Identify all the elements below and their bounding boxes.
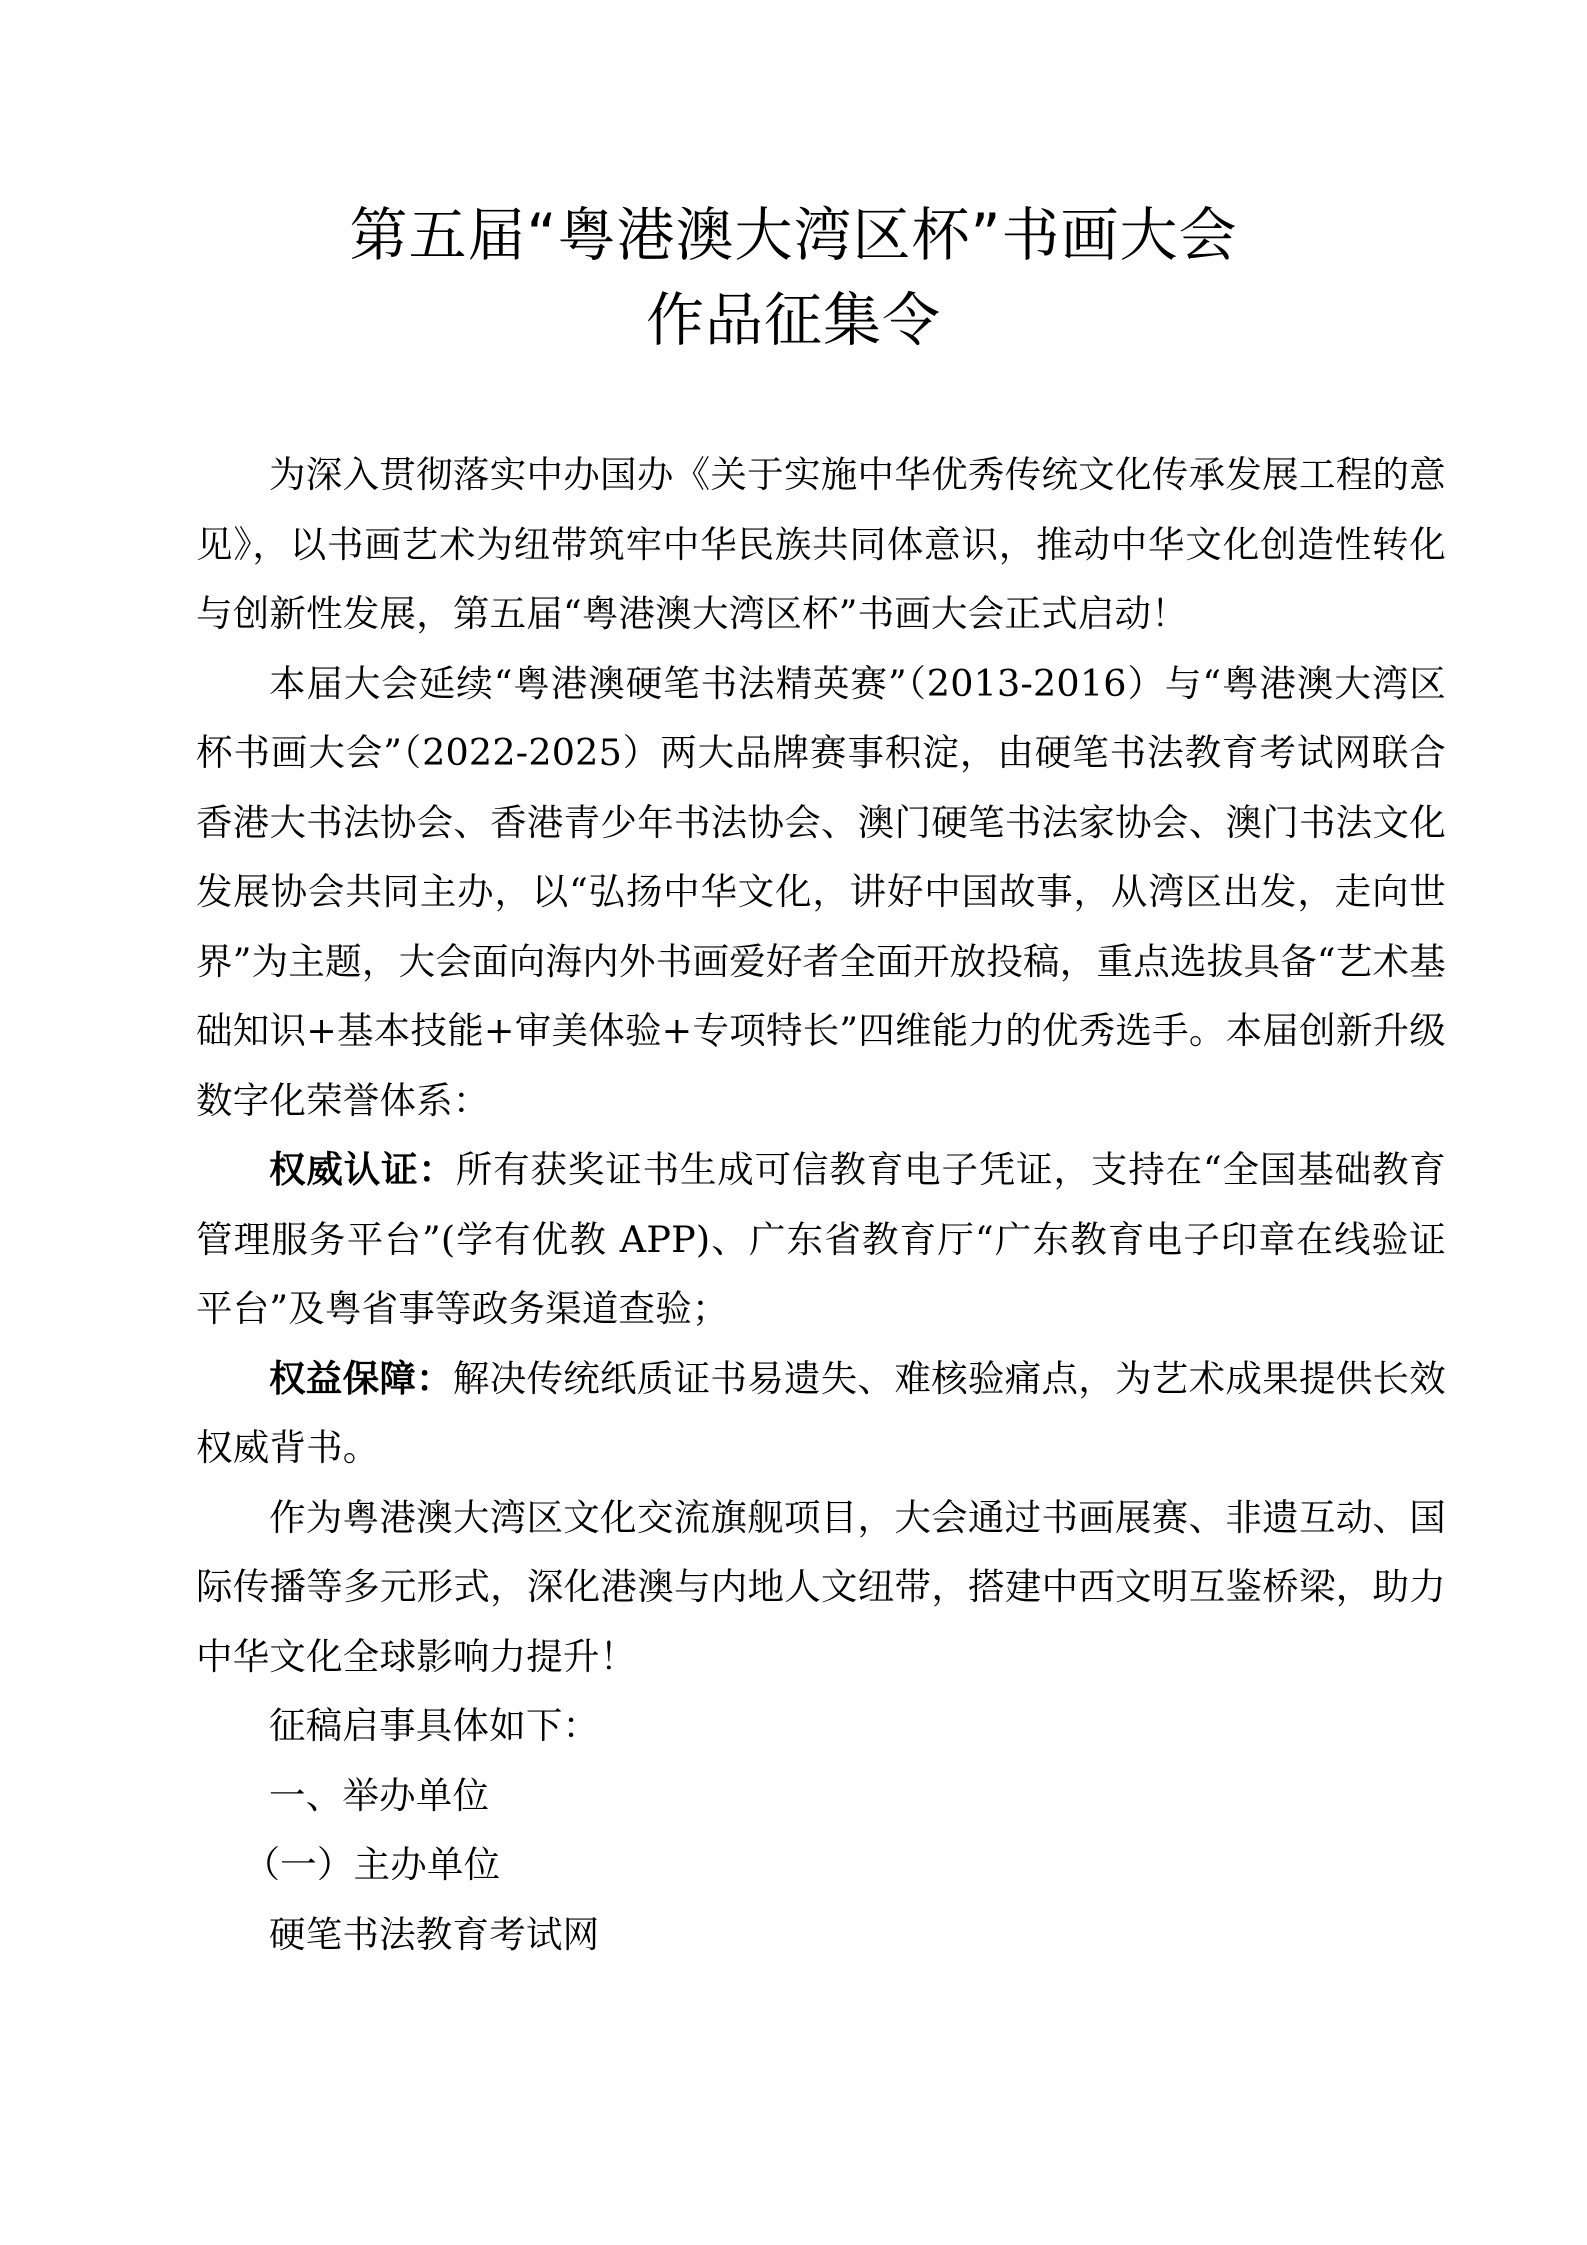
details-intro-paragraph [196,1691,1446,1761]
authority-certification-paragraph [196,1135,1446,1344]
paragraph-text: 解决传统纸质证书易遗失、难核验痛点，为艺术成果提供长效权威背书。 [196,1356,1446,1469]
flagship-project-paragraph [196,1483,1446,1692]
paragraph-text: 所有获奖证书生成可信教育电子凭证，支持在“全国基础教育管理服务平台”(学有优教 APP)、广东省教育厅“广东教育电子印章在线验证平台”及粤省事等政务渠道查验； [196,1148,1446,1330]
document-body [196,440,1446,1969]
paragraph-text: 本届大会延续“粤港澳硬笔书法精英赛”（2013-2016）与“粤港澳大湾区杯书画大会”（2022-2025）两大品牌赛事积淀，由硬笔书法教育考试网联合香港大书法协会、香港青少年书法协会、澳门硬笔书法家协会、澳门书法文化发展协会共同主办，以“弘扬中华文化，讲好中国故事，从湾区出发，走向世界”为主题，大会面向海内外书画爱好者全面开放投稿，重点选拔具备“艺术基础知识+基本技能+审美体验+专项特长”四维能力的优秀选手。本届创新升级数字化荣誉体系： [196,661,1446,1122]
document-title-line-2: 作品征集令 [645,286,941,354]
subsection-heading-host: （一）主办单位 [243,1843,501,1886]
document-title-line-1: 第五届“粤港澳大湾区杯”书画大会 [349,201,1238,269]
paragraph-text: 征稿启事具体如下： [269,1704,600,1747]
paragraph-text: 为深入贯彻落实中办国办《关于实施中华优秀传统文化传承发展工程的意见》，以书画艺术为纽带筑牢中华民族共同体意识，推动中华文化创造性转化与创新性发展，第五届“粤港澳大湾区杯”书画大会正式启动！ [196,453,1446,635]
intro-paragraph [196,440,1446,649]
section-heading-organizers: 一、举办单位 [269,1773,490,1817]
paragraph-text: 作为粤港澳大湾区文化交流旗舰项目，大会通过书画展赛、非遗互动、国际传播等多元形式，深化港澳与内地人文纽带，搭建中西文明互鉴桥梁，助力中华文化全球影响力提升！ [196,1495,1446,1678]
paragraph-label: 权威认证： [269,1148,456,1191]
background-paragraph [196,649,1446,1136]
rights-protection-paragraph [196,1344,1446,1483]
paragraph-label: 权益保障： [269,1356,453,1400]
host-organization: 硬笔书法教育考试网 [269,1912,600,1956]
